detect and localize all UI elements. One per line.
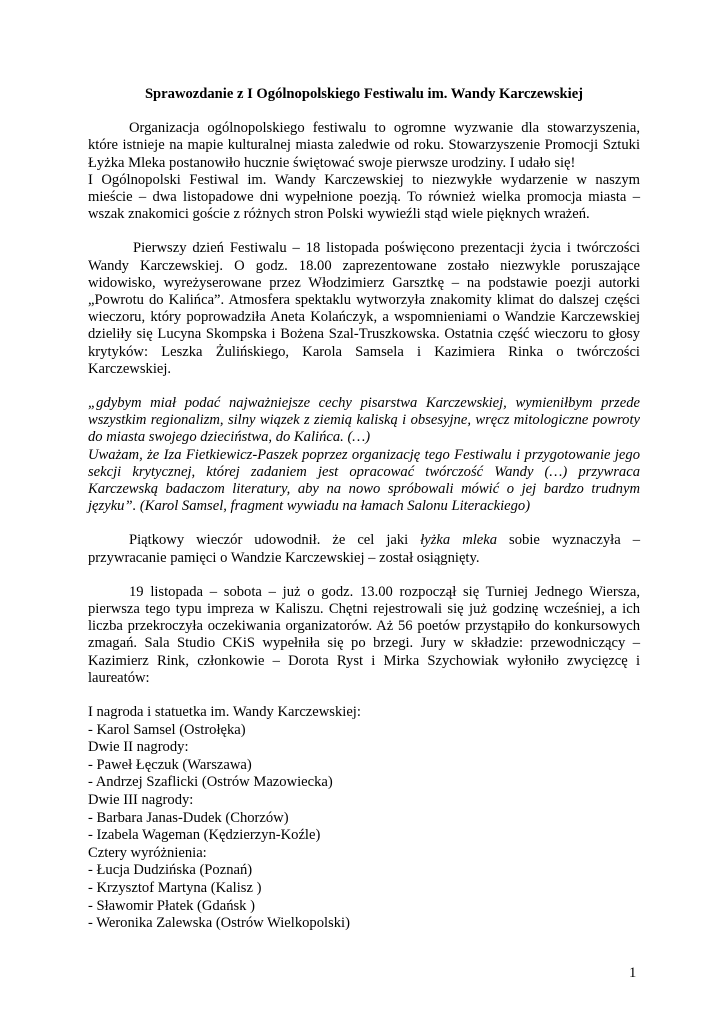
list-item: Dwie II nagrody: — [88, 739, 189, 756]
winners-list — [88, 704, 640, 933]
paragraph-friday — [88, 532, 640, 566]
page-number: 1 — [629, 965, 637, 981]
list-item: - Izabela Wageman (Kędzierzyn-Koźle) — [88, 827, 321, 844]
list-item: I nagroda i statuetka im. Wandy Karczewskiej: — [88, 704, 361, 721]
text-fragment: sobie wyznaczyła – — [497, 532, 641, 549]
document-title: Sprawozdanie z I Ogólnopolskiego Festiwalu im. Wandy Karczewskiej — [144, 86, 584, 102]
list-item: Cztery wyróżnienia: — [88, 844, 207, 861]
list-item: - Łucja Dudzińska (Poznań) — [88, 862, 253, 879]
list-item: - Karol Samsel (Ostrołęka) — [88, 721, 246, 738]
quote-block — [88, 395, 640, 515]
quote-line: do miasta swojego dzieciństwa, do Kalińca. (…) — [88, 429, 371, 446]
paragraph-line: Kazimierz Rink, członkowie – Dorota Ryst i Mirka Szychowiak wyłoniło zwycięzcę i — [88, 652, 640, 669]
list-item: - Paweł Łęczuk (Warszawa) — [88, 756, 252, 773]
list-item: - Barbara Janas-Dudek (Chorzów) — [88, 809, 289, 826]
paragraph-line: wieczoru, który poprowadziła Aneta Kolańczyk, a wspomnieniami o Wandzie Karczewskiej — [88, 309, 640, 326]
text-fragment: Piątkowy wieczór udowodnił. że cel jaki — [129, 532, 421, 549]
paragraph-line: liczba przekroczyła oczekiwania organizatorów. Aż 56 poetów przystąpiło do konkursowych — [88, 618, 640, 635]
quote-line: języku”. (Karol Samsel, fragment wywiadu na łamach Salonu Literackiego) — [88, 498, 531, 515]
paragraph-line: Wandy Karczewskiej. O godz. 18.00 zaprezentowane zostało niezwykle poruszające — [88, 257, 640, 274]
list-item: - Sławomir Płatek (Gdańsk ) — [88, 897, 255, 914]
quote-line: wszystkim regionalizm, silny wiązek z ziemią kaliską i obsesyjne, wręcz mitologiczne powroty — [88, 412, 640, 429]
paragraph-line: 19 listopada – sobota – już o godz. 13.00 rozpoczął się Turniej Jednego Wiersza, — [129, 583, 640, 600]
quote-line: Karczewską badaczom literatury, aby na nowo spróbowali mówić o jej bardzo trudnym — [88, 481, 640, 498]
paragraph-line: pierwsza tego typu impreza w Kaliszu. Chętni rejestrowali się już godzinę wcześniej, a ich — [88, 601, 640, 618]
list-item: - Weronika Zalewska (Ostrów Wielkopolski) — [88, 915, 350, 932]
paragraph-line: Karczewskiej. — [88, 360, 172, 377]
paragraph-line: zmagań. Sala Studio CKiS wypełniła się po brzegi. Jury w składzie: przewodniczący – — [88, 635, 640, 652]
list-item: - Krzysztof Martyna (Kalisz ) — [88, 880, 262, 897]
emphasis-text: łyżka mleka — [420, 532, 498, 549]
paragraph-line: widowisko, wyreżyserowane przez Włodzimierz Garsztkę – na podstawie poezji autorki — [88, 274, 640, 291]
paragraph-line: krytyków: Leszka Żulińskiego, Karola Samsela i Kazimiera Rinka o twórczości — [88, 343, 640, 360]
document-page — [88, 86, 640, 933]
paragraph-line: „Powrotu do Kalińca”. Atmosfera spektaklu wytworzyła znakomity klimat do dalszej części — [88, 292, 640, 309]
paragraph-line: Organizacja ogólnopolskiego festiwalu to ogromne wyzwanie dla stowarzyszenia, — [129, 120, 640, 137]
quote-line: „gdybym miał podać najważniejsze cechy pisarstwa Karczewskiej, wymieniłbym przede — [88, 395, 640, 412]
paragraph-line: I Ogólnopolski Festiwal im. Wandy Karczewskiej to niezwykłe wydarzenie w naszym — [88, 171, 640, 188]
list-item: Dwie III nagrody: — [88, 792, 194, 809]
paragraph-line: wszak znakomici goście z różnych stron Polski wywieźli stąd wiele pięknych wrażeń. — [88, 206, 590, 223]
quote-line: sekcji krytycznej, której zadaniem jest opracować twórczość Wandy (…) przywraca — [88, 463, 640, 480]
paragraph-line: Pierwszy dzień Festiwalu – 18 listopada poświęcono prezentacji życia i twórczości — [133, 240, 640, 257]
paragraph-tournament — [88, 584, 640, 687]
paragraph-line: przywracanie pamięci o Wandzie Karczewskiej – został osiągnięty. — [88, 549, 480, 566]
paragraph-intro — [88, 120, 640, 223]
paragraph-line: Łyżka Mleka postanowiło hucznie świętować swoje pierwsze urodziny. I udało się! — [88, 154, 576, 171]
paragraph-line: dzieliły się Lucyna Skompska i Bożena Szal-Truszkowska. Ostatnia część wieczoru to głosy — [88, 326, 640, 343]
quote-line: Uważam, że Iza Fietkiewicz-Paszek poprzez organizację tego Festiwalu i przygotowanie jego — [88, 446, 640, 463]
paragraph-line: mieście – dwa listopadowe dni wypełnione poezją. To również wielka promocja miasta – — [88, 189, 640, 206]
paragraph-line — [88, 532, 640, 549]
list-item: - Andrzej Szaflicki (Ostrów Mazowiecka) — [88, 774, 333, 791]
paragraph-first-day — [88, 240, 640, 378]
paragraph-line: laureatów: — [88, 669, 150, 686]
paragraph-line: które istnieje na mapie kulturalnej miasta zaledwie od roku. Stowarzyszenie Promocji Sztuki — [88, 137, 640, 154]
